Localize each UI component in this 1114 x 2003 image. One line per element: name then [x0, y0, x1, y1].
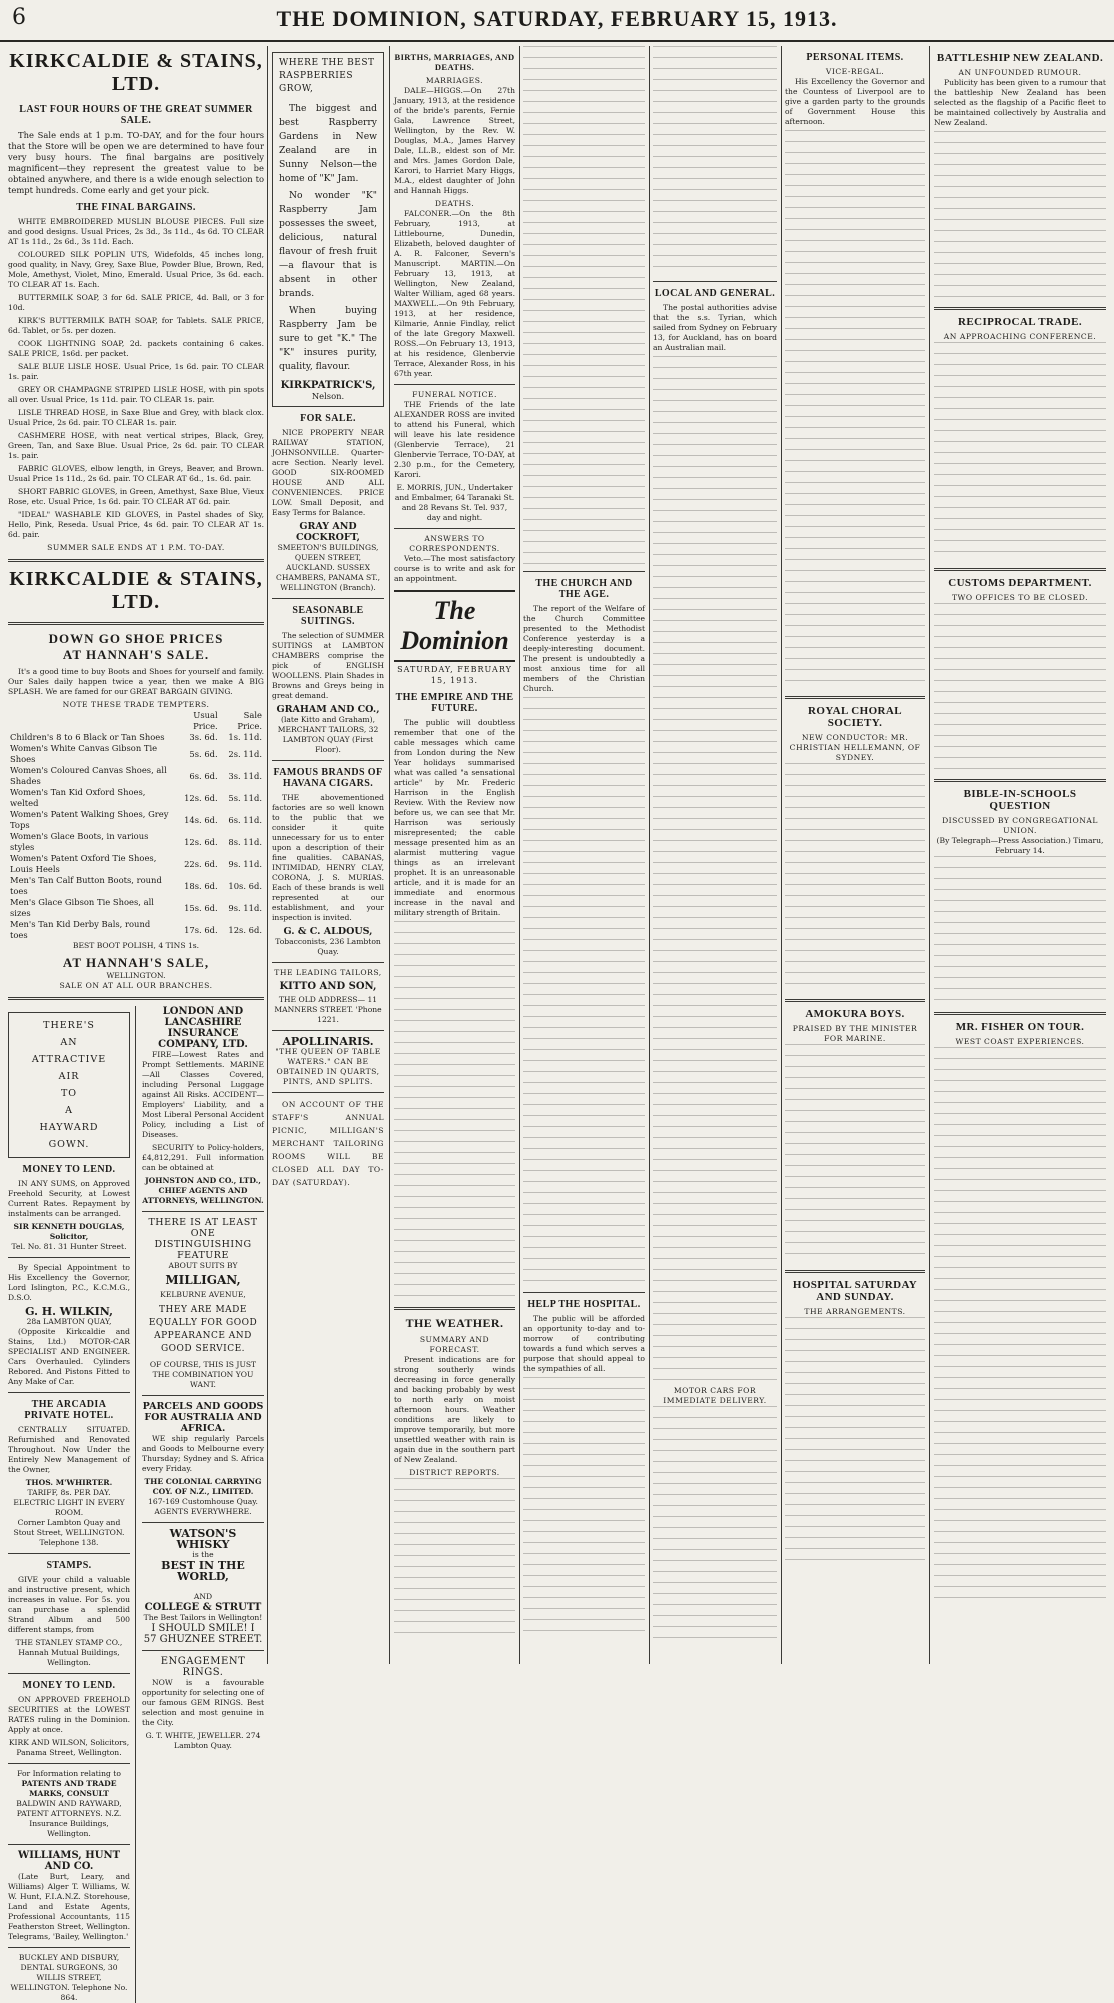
distinct-heading: THERE IS AT LEAST ONE DISTINGUISHING FEATURE — [148, 1217, 258, 1261]
williams-heading: WILLIAMS, HUNT AND CO. — [17, 1850, 121, 1872]
divider — [8, 1844, 130, 1845]
london-heading: LONDON AND LANCASHIRE INSURANCE COMPANY, LTD. — [158, 1006, 248, 1050]
hayward-word: GOWN. — [48, 1139, 90, 1150]
column-rule — [781, 46, 782, 1664]
cigars-text: THE abovementioned factories are so well known to the public that we consider it quite unnecessary for us to enter upon a description of their fine qualities. CABANAS, INTIMIDAD, HENRY CLAY, CORONA, J. S. MURIAS. Each of these brands is well represented at our establishment, and your inspection is invited. — [272, 793, 384, 922]
picnic-notice: ON ACCOUNT OF THE STAFF'S ANNUAL PICNIC, MILLIGAN'S MERCHANT TAILORING ROOMS WILL BE CLOSED ALL DAY TO-DAY (SATURDAY). — [272, 1100, 384, 1187]
item-name: Women's Tan Kid Oxford Shoes, welted — [10, 787, 146, 808]
table-row — [8, 919, 264, 941]
funeral-heading: FUNERAL NOTICE. — [412, 390, 497, 399]
article-body-text — [785, 1044, 925, 1264]
hannah-branches: SALE ON AT ALL OUR BRANCHES. — [59, 981, 213, 990]
item-name: Women's White Canvas Gibson Tie Shoes — [10, 743, 158, 764]
hannah-city: WELLINGTON. — [106, 971, 166, 980]
shoe-heading-2: AT HANNAH'S SALE. — [62, 647, 210, 662]
gray-address: SMEETON'S BUILDINGS, QUEEN STREET, AUCKLAND. SUSSEX CHAMBERS, PANAMA ST., WELLINGTON (Branch). — [276, 543, 380, 592]
hospital-text: The public will be afforded an opportunity to-day and to-morrow of contributing towards a fund which serves a purpose that should appeal to the sympathies of all. — [523, 1314, 645, 1373]
column-rule — [267, 46, 268, 1664]
graham-firm: GRAHAM AND CO., — [276, 704, 380, 715]
sale-price: 10s. 6d. — [228, 880, 262, 891]
newspaper-title: THE DOMINION, SATURDAY, FEBRUARY 15, 1913. — [276, 6, 838, 31]
security-text: SECURITY to Policy-holders, £4,812,291. Full information can be obtained at — [142, 1143, 264, 1172]
divider — [272, 962, 384, 963]
divider — [142, 1395, 264, 1396]
bmd-heading: BIRTHS, MARRIAGES, AND DEATHS. — [394, 52, 515, 72]
choral-sub: NEW CONDUCTOR: MR. CHRISTIAN HELLEMANN, OF SYDNEY. — [789, 733, 921, 762]
smile-line: I SHOULD SMILE! I — [151, 1623, 255, 1634]
sale-subhead: LAST FOUR HOURS OF THE GREAT SUMMER SALE. — [19, 104, 253, 126]
sale-price: 9s. 11d. — [228, 858, 262, 869]
amokura-sub: PRAISED BY THE MINISTER FOR MARINE. — [792, 1024, 918, 1043]
divider — [8, 1763, 130, 1764]
divider — [785, 696, 925, 699]
column-news-7 — [934, 46, 1106, 1664]
column-ads-2 — [272, 46, 384, 1664]
item-name: Women's Glace Boots, in various styles — [10, 831, 149, 852]
bible-telegraph: (By Telegraph—Press Association.) Timaru, February 14. — [936, 836, 1104, 855]
trade-tempters-head: NOTE THESE TRADE TEMPTERS. — [62, 700, 210, 709]
usual-price: 14s. 6d. — [184, 814, 218, 825]
wilkin-address: 28a LAMBTON QUAY, — [26, 1317, 112, 1326]
aldous-address: Tobacconists, 236 Lambton Quay. — [275, 937, 381, 956]
column-rule — [389, 46, 390, 1664]
arrangements-heading: THE ARRANGEMENTS. — [804, 1307, 906, 1316]
hayward-word: ATTRACTIVE — [31, 1054, 107, 1065]
column-kirkcaldie-ad — [8, 46, 264, 2002]
table-header — [8, 710, 171, 732]
college-sub: The Best Tailors in Wellington! — [143, 1613, 263, 1622]
item-name: Women's Patent Oxford Tie Shoes, Louis Heels — [10, 853, 157, 874]
kitto-firm: KITTO AND SON, — [279, 981, 377, 992]
raspberry-text: The biggest and best Raspberry Gardens in New Zealand are in Sunny Nelson—the home of "K" Jam. — [279, 103, 377, 184]
table-row — [8, 765, 264, 787]
empire-heading: THE EMPIRE AND THE FUTURE. — [395, 692, 514, 714]
local-heading: LOCAL AND GENERAL. — [654, 288, 776, 299]
divider — [272, 1092, 384, 1093]
hayward-word: HAYWARD — [39, 1122, 99, 1133]
parcels-text: WE ship regularly Parcels and Goods to Melbourne every Thursday; Sydney and S. Africa every Friday. — [142, 1434, 264, 1473]
aldous-firm: G. & C. ALDOUS, — [283, 926, 373, 937]
divider — [8, 997, 264, 1000]
fisher-heading: MR. FISHER ON TOUR. — [955, 1021, 1085, 1033]
patents-heading: PATENTS AND TRADE MARKS, CONSULT — [21, 1779, 117, 1798]
seasonable-heading: SEASONABLE SUITINGS. — [292, 605, 364, 627]
money2-firm: KIRK AND WILSON, Solicitors, Panama Street, Wellington. — [8, 1738, 130, 1757]
table-row — [8, 787, 264, 809]
table-row — [8, 743, 264, 765]
patents-intro: For Information relating to — [17, 1769, 121, 1778]
money2-heading: MONEY TO LEND. — [22, 1680, 116, 1691]
divider — [8, 622, 264, 625]
divider — [785, 999, 925, 1002]
usual-price: 12s. 6d. — [184, 792, 218, 803]
money-firm: SIR KENNETH DOUGLAS, Solicitor, — [13, 1222, 125, 1241]
dominion-nameplate: The Dominion — [394, 590, 515, 662]
divider — [934, 1012, 1106, 1015]
bargain-list — [8, 217, 264, 540]
article-body-text — [785, 763, 925, 993]
weather-subheading: SUMMARY AND FORECAST. — [419, 1335, 490, 1354]
small-ads-right — [142, 1006, 264, 2003]
table-row — [8, 875, 264, 897]
empire-text: The public will doubtless remember that one of the cable messages which came from London during the New Year holidays summarised what was called "a sensational article" by Mr. Frederic Harrison in the English Review. With the Review now before us, we can see that Mr. Harrison was seriously misrepresented; the cable message presented him as an alarmist muttering vague things as an irrelevant prophet. It is an unreasonable article, and it is made for an immediate and enormous increase in the naval and military strength of Britain. — [394, 718, 515, 917]
raspberry-text-2: No wonder "K" Raspberry Jam possesses the sweet, delicious, natural flavour of fresh fruit—a flavour that is absent in other brands. — [279, 190, 377, 299]
divider — [142, 1211, 264, 1212]
cigars-heading: FAMOUS BRANDS OF HAVANA CIGARS. — [273, 767, 383, 789]
item-name: Men's Tan Kid Derby Bals, round toes — [10, 919, 151, 940]
small-ads-grid — [8, 1006, 264, 2003]
column-rule — [649, 46, 650, 1664]
apollinaris-heading: APOLLINARIS. — [282, 1035, 374, 1048]
deaths-heading: DEATHS. — [434, 199, 475, 208]
bargain-item: "IDEAL" WASHABLE KID GLOVES, in Pastel shades of Sky, Hello, Pink, Reseda. Usual Price, 4s 6d. pair. TO CLEAR AT 1s. 6d. pair. — [8, 510, 264, 539]
divider — [272, 598, 384, 599]
column-rule — [929, 46, 930, 1664]
rings-heading: ENGAGEMENT RINGS. — [160, 1656, 246, 1678]
divider — [142, 1650, 264, 1651]
hayward-ad — [8, 1012, 130, 1158]
district-reports-heading: DISTRICT REPORTS. — [409, 1468, 500, 1477]
article-body-text — [934, 131, 1106, 301]
bargain-item: SHORT FABRIC GLOVES, in Green, Amethyst, Saxe Blue, Vieux Rose, etc. Usual Price, 1s 6d. pair. TO CLEAR AT 6d. pair. — [8, 487, 264, 506]
bargain-item: SALE BLUE LISLE HOSE. Usual Price, 1s 6d. pair. TO CLEAR 1s. pair. — [8, 362, 264, 381]
page-number: 6 — [12, 5, 26, 30]
kirkpatrick-city: Nelson. — [311, 391, 345, 401]
shoe-heading-1: DOWN GO SHOE PRICES — [48, 631, 224, 646]
weather-heading: THE WEATHER. — [405, 1316, 504, 1330]
leading-tailors: THE LEADING TAILORS, — [274, 968, 382, 977]
battleship-text: Publicity has been given to a rumour that the battleship New Zealand has been selected as the flagship of a Pacific fleet to be maintained collectively by Australia and New Zealand. — [934, 78, 1106, 127]
article-body-text — [934, 1047, 1106, 1607]
usual-price: 6s. 6d. — [189, 770, 218, 781]
usual-price: 18s. 6d. — [184, 880, 218, 891]
marriages-heading: MARRIAGES. — [425, 76, 484, 85]
hayward-word: AN — [60, 1037, 78, 1048]
vice-regal-heading: VICE-REGAL. — [825, 67, 885, 76]
divider — [8, 1673, 130, 1674]
wilkin-intro: By Special Appointment to His Excellency the Governor, Lord Islington, P.C., K.C.M.G., D.S.O. — [8, 1263, 130, 1302]
bargain-item: LISLE THREAD HOSE, in Saxe Blue and Grey, with black clox. Usual Price, 2s 6d. pair. TO CLEAR 1s. pair. — [8, 408, 264, 427]
sale-price: 5s. 11d. — [228, 792, 262, 803]
table-row — [8, 831, 264, 853]
bargain-item: WHITE EMBROIDERED MUSLIN BLOUSE PIECES. Full size and good designs. Usual Prices, 2s 3d., 3s 11d., 4s 6d. TO CLEAR AT 1s 11d., 2s 6d., 3s 11d. Each. — [8, 217, 264, 246]
shoe-intro: It's a good time to buy Boots and Shoes for yourself and family. Our Sales daily happen twice a year, then we make A BIG SPLASH. We are famed for our GREAT BARGAIN GIVING. — [8, 667, 264, 696]
raspberry-text-3: When buying Raspberry Jam be sure to get "K." The "K" insures purity, quality, flavour. — [279, 305, 377, 372]
table-header: Usual Price. — [193, 710, 218, 731]
church-heading: THE CHURCH AND THE AGE. — [535, 578, 633, 600]
item-name: Men's Glace Gibson Tie Shoes, all sizes — [10, 897, 154, 918]
sale-price: 3s. 11d. — [228, 770, 262, 781]
divider — [8, 1553, 130, 1554]
stamps-text: GIVE your child a valuable and instructive present, which increases in value. For 5s. you can purchase a splendid Strand Album and 500 different stamps, from — [8, 1575, 130, 1634]
milligan-text: THEY ARE MADE EQUALLY FOR GOOD APPEARANCE AND GOOD SERVICE. — [148, 1305, 258, 1354]
article-body-text — [653, 46, 777, 276]
battleship-sub: AN UNFOUNDED RUMOUR. — [958, 68, 1082, 77]
bible-sub: DISCUSSED BY CONGREGATIONAL UNION. — [942, 816, 1098, 835]
small-ads-left — [8, 1006, 136, 2003]
parcels-heading: PARCELS AND GOODS FOR AUSTRALIA AND AFRICA. — [142, 1401, 264, 1434]
rings-text: NOW is a favourable opportunity for selecting one of our famous GEM RINGS. Best selection and most genuine in the City. — [142, 1678, 264, 1727]
table-row — [8, 853, 264, 875]
article-body-text — [653, 356, 777, 1386]
divider — [934, 568, 1106, 571]
divider — [394, 528, 515, 529]
usual-price: 17s. 6d. — [184, 924, 218, 935]
stamps-heading: STAMPS. — [46, 1560, 92, 1571]
arcadia-owner: THOS. M'WHIRTER. — [25, 1478, 113, 1487]
money-heading: MONEY TO LEND. — [22, 1164, 116, 1175]
article-body-text — [785, 130, 925, 690]
money-address: Tel. No. 81. 31 Hunter Street. — [11, 1242, 127, 1251]
hayward-word: TO — [60, 1088, 78, 1099]
article-body-text — [934, 342, 1106, 562]
item-name: Men's Tan Calf Button Boots, round toes — [10, 875, 162, 896]
gray-firm: GRAY AND COCKROFT, — [296, 521, 360, 543]
divider — [8, 559, 264, 562]
arcadia-address: Corner Lambton Quay and Stout Street, WELLINGTON. Telephone 138. — [13, 1518, 125, 1547]
article-body-text — [934, 603, 1106, 773]
article-body-text — [934, 856, 1106, 1006]
church-text: The report of the Welfare of the Church Committee presented to the Methodist Conference yesterday is a deeply-interesting document. The present is undoubtedly a most anxious time for all members of the Christian Church. — [523, 604, 645, 693]
kitto-address: THE OLD ADDRESS— 11 MANNERS STREET. 'Phone 1221. — [274, 995, 382, 1024]
table-header: Sale Price. — [237, 710, 262, 731]
article-body-text — [523, 697, 645, 1287]
raspberry-heading: WHERE THE BEST RASPBERRIES GROW, — [279, 58, 375, 94]
item-name: Children's 8 to 6 Black or Tan Shoes — [10, 732, 165, 742]
dentist-ad: BUCKLEY AND DISBURY, DENTAL SURGEONS, 30 WILLIS STREET, WELLINGTON. Telephone No. 864. — [10, 1953, 128, 2002]
district-reports-body — [394, 1478, 515, 1638]
hayward-word: AIR — [58, 1071, 80, 1082]
choral-heading: ROYAL CHORAL SOCIETY. — [808, 705, 902, 729]
hayward-word: A — [65, 1105, 73, 1116]
johnston-agents: JOHNSTON AND CO., LTD., CHIEF AGENTS AND ATTORNEYS, WELLINGTON. — [142, 1176, 264, 1205]
shoe-price-table — [8, 710, 264, 941]
hospital-saturday-heading: HOSPITAL SATURDAY AND SUNDAY. — [792, 1279, 918, 1303]
column-rule — [519, 46, 520, 1664]
money2-text: ON APPROVED FREEHOLD SECURITIES at the LOWEST RATES ruling in the Dominion. Apply at once. — [8, 1695, 130, 1734]
usual-price: 5s. 6d. — [189, 748, 218, 759]
item-name: Women's Coloured Canvas Shoes, all Shades — [10, 765, 167, 786]
divider — [394, 384, 515, 385]
baldwin-firm: BALDWIN AND RAYWARD, PATENT ATTORNEYS. N.Z. Insurance Buildings, Wellington. — [16, 1799, 122, 1838]
table-row — [8, 732, 264, 743]
watson-is: is the — [192, 1550, 214, 1559]
article-body-text — [653, 1406, 777, 1646]
arcadia-text: CENTRALLY SITUATED. Refurnished and Renovated Throughout. Now Under the Entirely New Management of the Owner, — [8, 1425, 130, 1474]
money-text: IN ANY SUMS, on Approved Freehold Security, at Lowest Current Rates. Repayment by instalments can be arranged. — [8, 1179, 130, 1218]
sale-intro: The Sale ends at 1 p.m. TO-DAY, and for the four hours that the Store will be open we are determined to have four very busy hours. The final bargains are positively magnificent—they represent the greatest value to be obtained anywhere, and there is a wide enough selection to tempt hundreds. Come early and get your pick. — [8, 130, 264, 195]
reciprocal-sub: AN APPROACHING CONFERENCE. — [943, 332, 1097, 341]
sale-ends: SUMMER SALE ENDS AT 1 P.M. TO-DAY. — [47, 543, 225, 552]
sale-price: 6s. 11d. — [228, 814, 262, 825]
bargain-item: CASHMERE HOSE, with neat vertical stripes, Black, Grey, Green, Tan, and Saxe Blue. Usual Price, 2s 6d. pair. TO CLEAR 1s. pair. — [8, 431, 264, 460]
arcadia-heading: THE ARCADIA PRIVATE HOTEL. — [24, 1399, 114, 1421]
milligan-footer: OF COURSE, THIS IS JUST THE COMBINATION YOU WANT. — [149, 1360, 257, 1389]
milligan-address: KELBURNE AVENUE, — [160, 1290, 246, 1299]
forsale-text: NICE PROPERTY NEAR RAILWAY STATION, JOHNSONVILLE. Quarter-acre Section. Nearly level. GOOD SIX-ROOMED HOUSE AND ALL CONVENIENCES. PRICE LOW. Small Deposit, and Easy Terms for Balance. — [272, 428, 384, 517]
customs-heading: CUSTOMS DEPARTMENT. — [948, 577, 1092, 589]
bargain-item: BUTTERMILK SOAP, 3 for 6d. SALE PRICE, 4d. Ball, or 3 for 10d. — [8, 293, 264, 312]
usual-price: 22s. 6d. — [184, 858, 218, 869]
kirkpatrick-name: KIRKPATRICK'S, — [280, 380, 376, 391]
seasonable-text: The selection of SUMMER SUITINGS at LAMBTON CHAMBERS comprise the pick of ENGLISH WOOLLENS. Plain Shades in Browns and Greys being in great demand. — [272, 631, 384, 700]
watson-best: BEST IN THE WORLD, — [161, 1559, 245, 1583]
bargain-item: FABRIC GLOVES, elbow length, in Greys, Beaver, and Brown. Usual Price 1s 11d., 2s 6d. pair. TO CLEAR AT 6d., 1s. 6d. pair. — [8, 464, 264, 483]
bargain-item: COLOURED SILK POPLIN UTS, Widefolds, 45 inches long, good quality, in Navy, Grey, Saxe Blue, Powder Blue, Brown, Red, Mole, Amethyst, Violet, Mino, Emerald. Usual Price, 3s 6d. each. TO CLEAR AT 1s. Each. — [8, 250, 264, 289]
sale-price: 8s. 11d. — [228, 836, 262, 847]
stamps-firm: THE STANLEY STAMP CO., Hannah Mutual Buildings, Wellington. — [15, 1638, 123, 1667]
london-text: FIRE—Lowest Rates and Prompt Settlements. MARINE—All Classes Covered, including Personal Luggage against All Risks. ACCIDENT—Employers' Liability, and a Most Liberal Personal Accident Policy, including a List of Diseases. — [142, 1050, 264, 1139]
item-name: Women's Patent Walking Shoes, Grey Tops — [10, 809, 169, 830]
bible-heading: BIBLE-IN-SCHOOLS QUESTION — [963, 788, 1077, 812]
masthead — [0, 0, 1114, 42]
hospital-heading: HELP THE HOSPITAL. — [527, 1299, 641, 1310]
deaths-notices: FALCONER.—On the 8th February, 1913, at Littlebourne, Dunedin, Elizabeth, beloved daughter of A. R. Falconer, Severn's Manuscript. MARTIN.—On February 13, 1913, at Wellington, New Zealand, Walter William, aged 68 years. MAXWELL.—On 9th February, 1913, at her residence, Kilmarie, Annie Findlay, relict of the late Gregory Maxwell. ROSS.—On February 13, 1913, at his residence, Glenbervie Terrace, Alexander Ross, in his 67th year. — [394, 209, 515, 378]
motor-heading: MOTOR CARS FOR IMMEDIATE DELIVERY. — [663, 1386, 767, 1405]
answers-heading: ANSWERS TO CORRESPONDENTS. — [409, 534, 500, 553]
local-text: The postal authorities advise that the s.s. Tyrian, which sailed from Sydney on February 13, for Auckland, has on board an Australian mail. — [653, 303, 777, 352]
milligan-name: MILLIGAN, — [165, 1273, 241, 1287]
customs-sub: TWO OFFICES TO BE CLOSED. — [951, 593, 1089, 602]
polish-line: BEST BOOT POLISH, 4 TINS 1s. — [72, 941, 200, 950]
article-body-text — [394, 921, 515, 1301]
arcadia-tariff: TARIFF, 8s. PER DAY. ELECTRIC LIGHT IN EVERY ROOM. — [13, 1488, 125, 1517]
hannah-heading: AT HANNAH'S SALE, — [62, 955, 210, 970]
column-news-5 — [653, 46, 777, 1664]
carrying-company: THE COLONIAL CARRYING COY. OF N.Z., LIMITED. — [144, 1477, 262, 1496]
graham-sub: (late Kitto and Graham), MERCHANT TAILORS, 32 LAMBTON QUAY (First Floor). — [277, 715, 379, 754]
divider — [142, 1522, 264, 1523]
reciprocal-heading: RECIPROCAL TRADE. — [958, 316, 1082, 328]
personal-heading: PERSONAL ITEMS. — [806, 52, 904, 63]
carrying-address: 167-169 Customhouse Quay. AGENTS EVERYWHERE. — [148, 1497, 258, 1516]
sale-price: 2s. 11d. — [228, 748, 262, 759]
article-body-text — [523, 46, 645, 566]
battleship-heading: BATTLESHIP NEW ZEALAND. — [936, 52, 1104, 64]
sale-price: 9s. 11d. — [228, 902, 262, 913]
undertaker: E. MORRIS, JUN., Undertaker and Embalmer, 64 Taranaki St. and 28 Revans St. Tel. 937, day and night. — [394, 483, 515, 522]
raspberry-ad — [272, 52, 384, 407]
jeweller: G. T. WHITE, JEWELLER. 274 Lambton Quay. — [145, 1731, 261, 1750]
williams-text: (Late Burt, Leary, and Williams) Alger T. Williams, W. W. Hunt, F.I.A.N.Z. Storehouse, Land and Estate Agents, Professional Accountants, 115 Featherston Street, Wellington. Telegrams, 'Bailey, Wellington.' — [8, 1872, 130, 1941]
usual-price: 15s. 6d. — [184, 902, 218, 913]
sale-price: 12s. 6d. — [228, 924, 262, 935]
divider — [934, 307, 1106, 310]
weather-text: Present indications are for strong southerly winds decreasing in force generally and backing probably by west to north early on moist afternoon hours. Weather conditions are likely to improve temporarily, but more unsettled weather with rain is again due in the southern part of New Zealand. — [394, 1355, 515, 1464]
watson-and: AND — [193, 1592, 213, 1601]
hayward-word: THERE'S — [43, 1020, 95, 1031]
table-row — [8, 897, 264, 919]
wilkin-name: G. H. WILKIN, — [25, 1305, 113, 1318]
column-news-6 — [785, 46, 925, 1664]
article-body-text — [523, 1377, 645, 1637]
divider — [8, 1392, 130, 1393]
forsale-heading: FOR SALE. — [300, 413, 356, 424]
wilkin-description: (Opposite Kirkcaldie and Stains, Ltd.) MOTOR-CAR SPECIALIST AND ENGINEER. Cars Overhauled. Cylinders Rebored. And Pistons Fitted to Any Make of Car. — [8, 1327, 130, 1386]
divider — [272, 760, 384, 761]
divider — [523, 1292, 645, 1293]
usual-price: 3s. 6d. — [189, 732, 218, 742]
divider — [272, 1030, 384, 1031]
column-editorial — [394, 46, 515, 1664]
distinct-sub: ABOUT SUITS BY — [168, 1261, 238, 1270]
apollinaris-text: "THE QUEEN OF TABLE WATERS." CAN BE OBTAINED IN QUARTS, PINTS, AND SPLITS. — [275, 1047, 381, 1086]
personal-text: His Excellency the Governor and the Countess of Liverpool are to give a garden party to the grounds of Government House this afternoon. — [785, 77, 925, 126]
divider — [8, 1257, 130, 1258]
table-header-row — [8, 710, 264, 732]
firm-heading: KIRKCALDIE & STAINS, LTD. — [9, 50, 263, 95]
editorial-dateline: SATURDAY, FEBRUARY 15, 1913. — [397, 665, 512, 685]
funeral-text: THE Friends of the late ALEXANDER ROSS are invited to attend his Funeral, which will leave his late residence (Glenbervie Terrace), 21 Glenbervie Terrace, TO-DAY, at 2.30 p.m., for the Cemetery, Karori. — [394, 400, 515, 479]
bargains-heading: THE FINAL BARGAINS. — [76, 202, 196, 213]
bargain-item: COOK LIGHTNING SOAP, 2d. packets containing 6 cakes. SALE PRICE, 1s6d. per packet. — [8, 339, 264, 358]
fisher-sub: WEST COAST EXPERIENCES. — [955, 1037, 1085, 1046]
divider — [785, 1270, 925, 1273]
divider — [523, 571, 645, 572]
amokura-heading: AMOKURA BOYS. — [805, 1008, 905, 1020]
watson-name: WATSON'S WHISKY — [169, 1527, 237, 1551]
usual-price: 12s. 6d. — [184, 836, 218, 847]
bargain-item: KIRK'S BUTTERMILK BATH SOAP, for Tablets. SALE PRICE, 6d. Tablet, or 5s. per dozen. — [8, 316, 264, 335]
column-news-4 — [523, 46, 645, 1664]
firm-heading-2: KIRKCALDIE & STAINS, LTD. — [9, 568, 263, 613]
article-body-text — [785, 1317, 925, 1567]
sale-price: 1s. 11d. — [228, 732, 262, 742]
ghuznee-line: 57 GHUZNEE STREET. — [143, 1634, 263, 1645]
answers-text: Veto.—The most satisfactory course is to write and ask for an appointment. — [394, 554, 515, 583]
divider — [653, 281, 777, 282]
table-row — [8, 809, 264, 831]
college-name: COLLEGE & STRUTT — [144, 1602, 262, 1613]
divider — [934, 779, 1106, 782]
marriage-notice: DALE—HIGGS.—On 27th January, 1913, at the residence of the bride's parents, Fernie Gala, Lawrence Street, Wellington, by the Rev. W. Douglas, M.A., James Harvey Dale, LL.B., eldest son of Mr. and Mrs. James Gordon Dale, Karori, to Harriet Mary Higgs, M.A., eldest daughter of John and Hannah Higgs. — [394, 86, 515, 195]
divider — [8, 1947, 130, 1948]
bargain-item: GREY OR CHAMPAGNE STRIPED LISLE HOSE, with pin spots all over. Usual Price, 1s 11d. pair. TO CLEAR 1s. pair. — [8, 385, 264, 404]
divider — [394, 1307, 515, 1310]
